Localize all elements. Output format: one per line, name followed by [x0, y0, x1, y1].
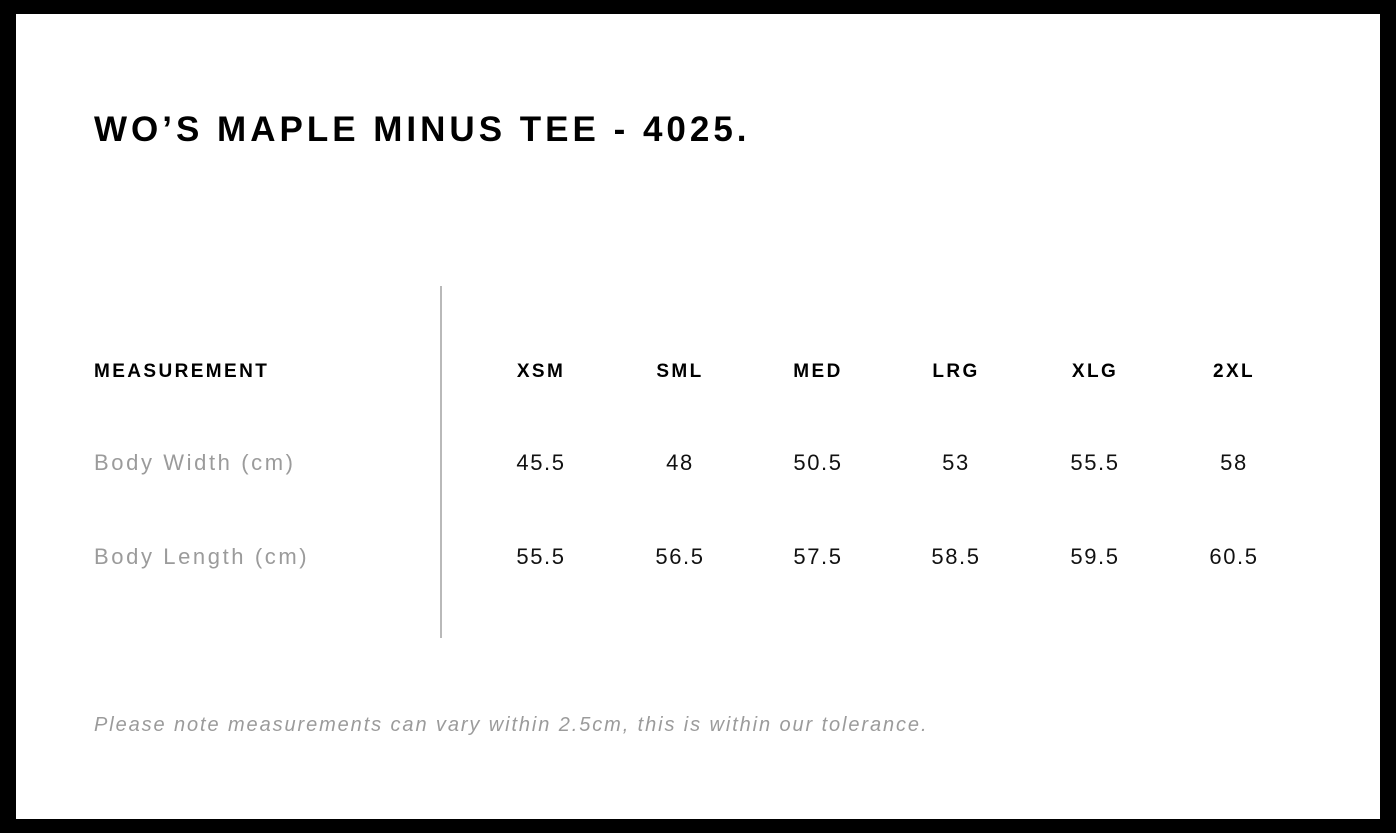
cell-body-width-xlg: 55.5	[1070, 450, 1120, 475]
column-header-size-5: 2XL	[1212, 361, 1256, 382]
column-header-size-0: XSM	[516, 361, 566, 382]
cell-body-length-xlg: 59.5	[1070, 544, 1120, 569]
column-header-measurement: MEASUREMENT	[94, 361, 270, 382]
cell-body-length-med: 57.5	[793, 544, 843, 569]
cell-body-length-lrg: 58.5	[931, 544, 981, 569]
size-chart-page	[16, 14, 1380, 819]
cell-body-width-xsm: 45.5	[516, 450, 566, 475]
column-header-size-4: XLG	[1071, 361, 1119, 382]
cell-body-width-2xl: 58	[1220, 450, 1248, 475]
column-header-size-2: MED	[793, 361, 843, 382]
column-header-size-3: LRG	[932, 361, 980, 382]
cell-body-width-lrg: 53	[942, 450, 970, 475]
table-row	[16, 537, 1380, 577]
cell-body-length-2xl: 60.5	[1209, 544, 1259, 569]
row-label-body-width: Body Width (cm)	[94, 450, 296, 475]
table-row	[16, 443, 1380, 483]
cell-body-length-xsm: 55.5	[516, 544, 566, 569]
page-title: WO’S MAPLE MINUS TEE - 4025.	[94, 110, 751, 149]
cell-body-width-sml: 48	[666, 450, 694, 475]
table-header-row	[16, 352, 1380, 392]
cell-body-width-med: 50.5	[793, 450, 843, 475]
size-chart-table	[16, 14, 1380, 819]
row-label-body-length: Body Length (cm)	[94, 544, 310, 569]
column-header-size-1: SML	[656, 361, 704, 382]
tolerance-note: Please note measurements can vary within 2.5cm, this is within our tolerance.	[94, 714, 929, 736]
cell-body-length-sml: 56.5	[655, 544, 705, 569]
